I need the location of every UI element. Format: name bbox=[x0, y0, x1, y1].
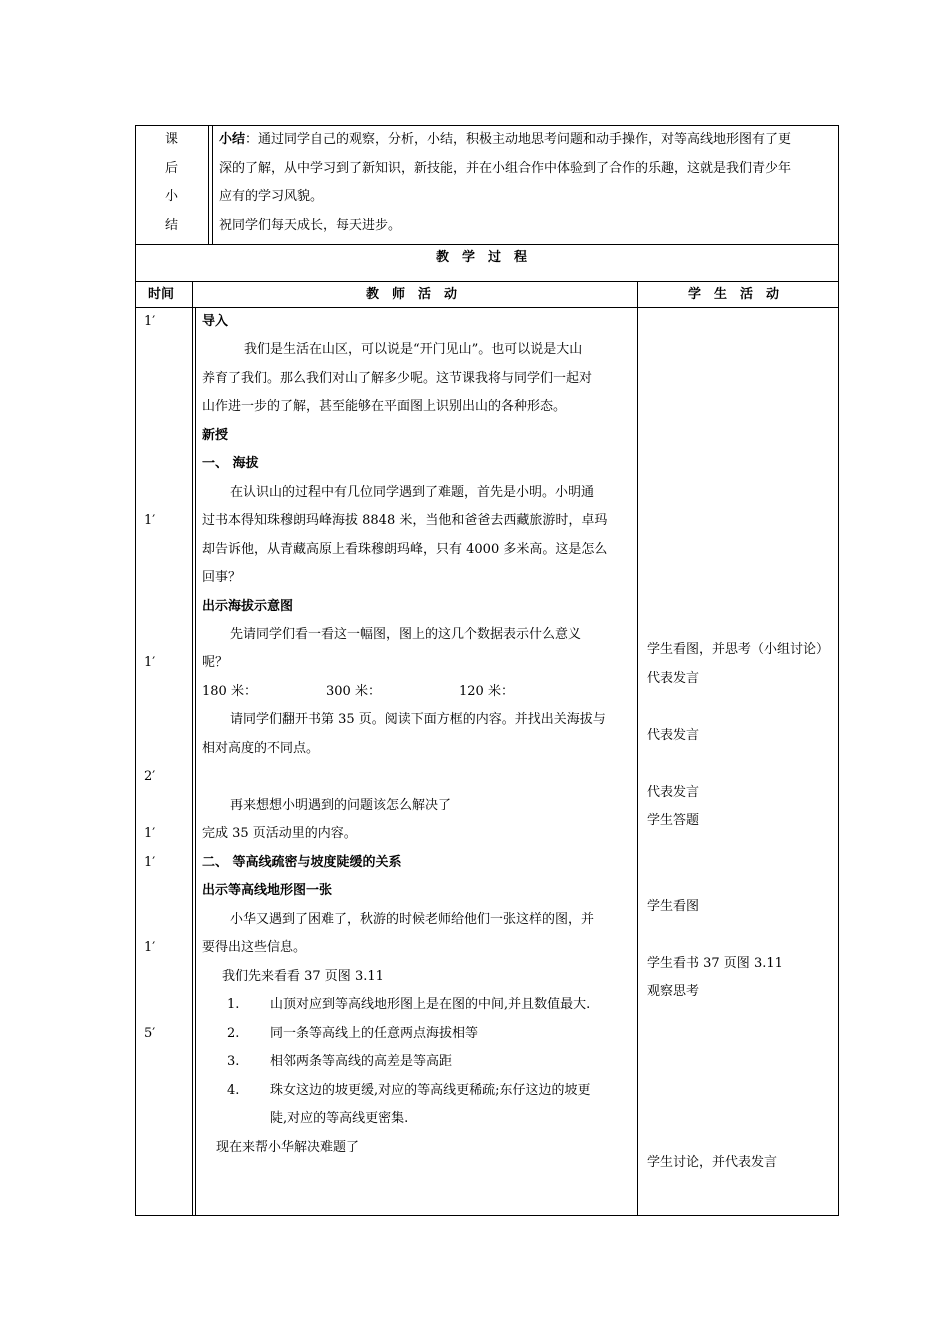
time-value: 5′ bbox=[144, 1026, 156, 1041]
point-text: 同一条等高线上的任意两点海拔相等 bbox=[270, 1026, 479, 1041]
header-time: 时间 bbox=[148, 287, 175, 302]
time-value: 1′ bbox=[144, 513, 156, 528]
summary-divider bbox=[208, 125, 209, 245]
point-text-continued: 陡,对应的等高线更密集. bbox=[270, 1111, 409, 1126]
table-border-top bbox=[135, 125, 839, 126]
summary-line-4: 祝同学们每天成长，每天进步。 bbox=[219, 218, 402, 233]
point-text: 相邻两条等高线的高差是等高距 bbox=[270, 1054, 453, 1069]
header-teacher: 教 师 活 动 bbox=[366, 287, 458, 302]
intro-line: 我们是生活在山区，可以说是“开门见山”。也可以说是大山 bbox=[244, 342, 583, 357]
look-line: 先请同学们看一看这一幅图，图上的这几个数据表示什么意义 bbox=[230, 627, 582, 642]
column-divider bbox=[192, 281, 193, 1216]
intro-line: 养育了我们。那么我们对山了解多少呢。这节课我将与同学们一起对 bbox=[202, 371, 593, 386]
summary-heading: 小结 bbox=[219, 132, 246, 147]
section1-line: 却告诉他，从青藏高原上看珠穆朗玛峰，只有 4000 多米高。这是怎么 bbox=[202, 542, 608, 557]
student-activity: 观察思考 bbox=[647, 984, 700, 999]
time-value: 1′ bbox=[144, 940, 156, 955]
section2-heading: 二、 等高线疏密与坡度陡缓的关系 bbox=[202, 855, 402, 870]
summary-line-2: 深的了解，从中学习到了新知识，新技能，并在小组合作中体验到了合作的乐趣，这就是我们青少年 bbox=[219, 161, 792, 176]
summary-side-char: 小 bbox=[165, 189, 179, 204]
help-line: 现在来帮小华解决难题了 bbox=[216, 1140, 360, 1155]
data-value: 180 米： bbox=[202, 684, 257, 699]
intro-line: 山作进一步的了解，甚至能够在平面图上识别出山的各种形态。 bbox=[202, 399, 567, 414]
summary-line-3: 应有的学习风貌。 bbox=[219, 189, 324, 204]
xiaohua-line: 小华又遇到了困难了，秋游的时候老师给他们一张这样的图，并 bbox=[230, 912, 595, 927]
table-border-right bbox=[838, 125, 839, 1216]
row-divider bbox=[135, 244, 839, 245]
row-divider bbox=[135, 281, 839, 282]
column-divider bbox=[637, 281, 638, 1216]
point-number: 2. bbox=[227, 1026, 240, 1041]
think-line: 再来想想小明遇到的问题该怎么解决了 bbox=[230, 798, 452, 813]
student-activity: 学生答题 bbox=[647, 813, 700, 828]
point-number: 3. bbox=[227, 1054, 240, 1069]
table-border-bottom bbox=[135, 1215, 839, 1216]
summary-line-text: ：通过同学自己的观察，分析，小结，积极主动地思考问题和动手操作，对等高线地形图有了更 bbox=[245, 132, 792, 147]
intro-heading: 导入 bbox=[202, 314, 229, 329]
time-value: 2′ bbox=[144, 769, 156, 784]
section1-heading: 一、 海拔 bbox=[202, 456, 259, 471]
point-text: 山顶对应到等高线地形图上是在图的中间,并且数值最大. bbox=[270, 997, 591, 1012]
summary-line-1 bbox=[219, 131, 791, 148]
header-student: 学 生 活 动 bbox=[688, 287, 780, 302]
summary-side-char: 后 bbox=[165, 161, 179, 176]
student-activity: 学生讨论，并代表发言 bbox=[647, 1155, 778, 1170]
time-value: 1′ bbox=[144, 826, 156, 841]
student-activity: 学生看图，并思考（小组讨论） bbox=[647, 642, 830, 657]
student-activity: 代表发言 bbox=[647, 728, 700, 743]
look-page37: 我们先来看看 37 页图 3.11 bbox=[222, 969, 384, 984]
process-title: 教 学 过 程 bbox=[436, 250, 528, 265]
section1-line: 在认识山的过程中有几位同学遇到了难题，首先是小明。小明通 bbox=[230, 485, 595, 500]
point-text: 珠女这边的坡更缓,对应的等高线更稀疏;东仔这边的坡更 bbox=[270, 1083, 591, 1098]
show-altitude-diagram: 出示海拔示意图 bbox=[202, 599, 294, 614]
time-value: 1′ bbox=[144, 314, 156, 329]
student-activity: 学生看书 37 页图 3.11 bbox=[647, 956, 783, 971]
finish-line: 完成 35 页活动里的内容。 bbox=[202, 826, 357, 841]
student-activity: 代表发言 bbox=[647, 671, 700, 686]
point-number: 4. bbox=[227, 1083, 240, 1098]
data-value: 300 米： bbox=[326, 684, 381, 699]
column-divider bbox=[195, 307, 196, 1216]
student-activity: 代表发言 bbox=[647, 785, 700, 800]
time-value: 1′ bbox=[144, 855, 156, 870]
book-line: 相对高度的不同点。 bbox=[202, 741, 320, 756]
section1-line: 回事？ bbox=[202, 570, 242, 585]
summary-divider bbox=[212, 125, 213, 245]
row-divider bbox=[135, 307, 839, 308]
book-line: 请同学们翻开书第 35 页。阅读下面方框的内容。并找出关海拔与 bbox=[230, 712, 606, 727]
look-line: 呢？ bbox=[202, 655, 229, 670]
xiaohua-line: 要得出这些信息。 bbox=[202, 940, 307, 955]
new-lesson-heading: 新授 bbox=[202, 428, 229, 443]
summary-side-char: 结 bbox=[165, 218, 179, 233]
show-contour-map: 出示等高线地形图一张 bbox=[202, 883, 333, 898]
data-value: 120 米： bbox=[459, 684, 514, 699]
time-value: 1′ bbox=[144, 655, 156, 670]
table-border-left bbox=[135, 125, 136, 1216]
point-number: 1. bbox=[227, 997, 240, 1012]
section1-line: 过书本得知珠穆朗玛峰海拔 8848 米，当他和爸爸去西藏旅游时，卓玛 bbox=[202, 513, 608, 528]
student-activity: 学生看图 bbox=[647, 899, 700, 914]
summary-side-char: 课 bbox=[165, 132, 179, 147]
